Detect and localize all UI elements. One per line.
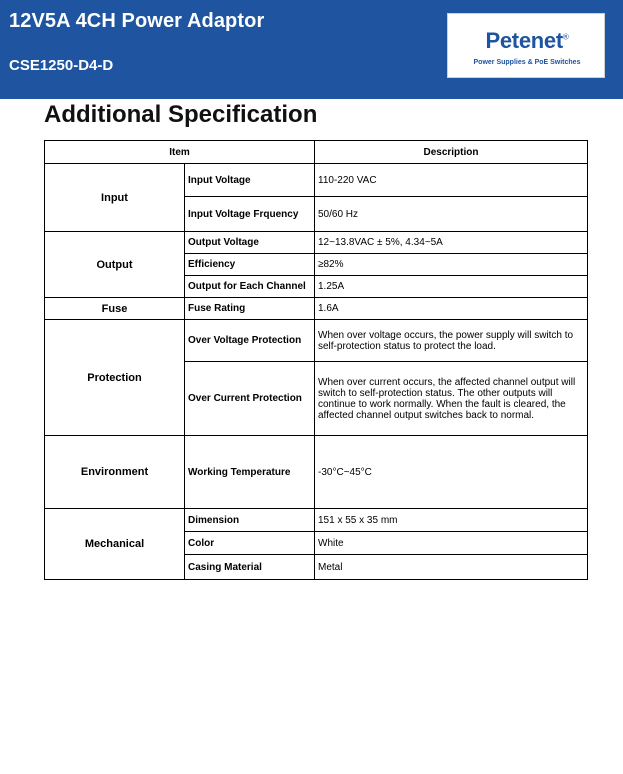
group-input: Input <box>45 164 185 232</box>
row-label: Output for Each Channel <box>185 276 315 298</box>
row-value: 50/60 Hz <box>315 197 588 232</box>
row-value: 151 x 55 x 35 mm <box>315 509 588 532</box>
model-number: CSE1250-D4-D <box>9 57 114 74</box>
row-label: Dimension <box>185 509 315 532</box>
logo-tagline: Power Supplies & PoE Switches <box>473 59 581 66</box>
header-description: Description <box>315 141 588 164</box>
table-row <box>45 164 588 197</box>
group-protection: Protection <box>45 320 185 436</box>
row-label: Color <box>185 532 315 555</box>
table-row <box>45 509 588 532</box>
table-header-row <box>45 141 588 164</box>
row-label: Over Current Protection <box>185 362 315 436</box>
logo-wordmark: Petenet <box>485 28 563 53</box>
logo-name <box>448 28 606 54</box>
header-bar <box>0 0 623 99</box>
group-environment: Environment <box>45 436 185 509</box>
row-value: Metal <box>315 555 588 580</box>
row-label: Casing Material <box>185 555 315 580</box>
row-label: Output Voltage <box>185 232 315 254</box>
row-value: 1.25A <box>315 276 588 298</box>
header-item: Item <box>45 141 315 164</box>
brand-logo <box>447 13 605 78</box>
registered-mark: ® <box>562 32 569 42</box>
row-label: Fuse Rating <box>185 298 315 320</box>
row-label: Over Voltage Protection <box>185 320 315 362</box>
group-mechanical: Mechanical <box>45 509 185 580</box>
row-label: Working Temperature <box>185 436 315 509</box>
row-label: Efficiency <box>185 254 315 276</box>
row-value: When over voltage occurs, the power supply will switch to self-protection status to protect the load. <box>315 320 588 362</box>
group-fuse: Fuse <box>45 298 185 320</box>
section-title: Additional Specification <box>44 101 318 128</box>
row-value: ≥82% <box>315 254 588 276</box>
row-label: Input Voltage Frquency <box>185 197 315 232</box>
product-title: 12V5A 4CH Power Adaptor <box>9 10 265 32</box>
row-label: Input Voltage <box>185 164 315 197</box>
row-value: 110-220 VAC <box>315 164 588 197</box>
row-value: White <box>315 532 588 555</box>
row-value: 1.6A <box>315 298 588 320</box>
group-output: Output <box>45 232 185 298</box>
table-row <box>45 298 588 320</box>
row-value: When over current occurs, the affected channel output will switch to self-protection status. The other outputs will continue to work normally. When the fault is cleared, the affected channel output switches back to normal. <box>315 362 588 436</box>
table-row <box>45 320 588 362</box>
table-row <box>45 232 588 254</box>
spec-table <box>44 140 588 580</box>
row-value: 12~13.8VAC ± 5%, 4.34~5A <box>315 232 588 254</box>
table-row <box>45 436 588 509</box>
row-value: -30°C~45°C <box>315 436 588 509</box>
